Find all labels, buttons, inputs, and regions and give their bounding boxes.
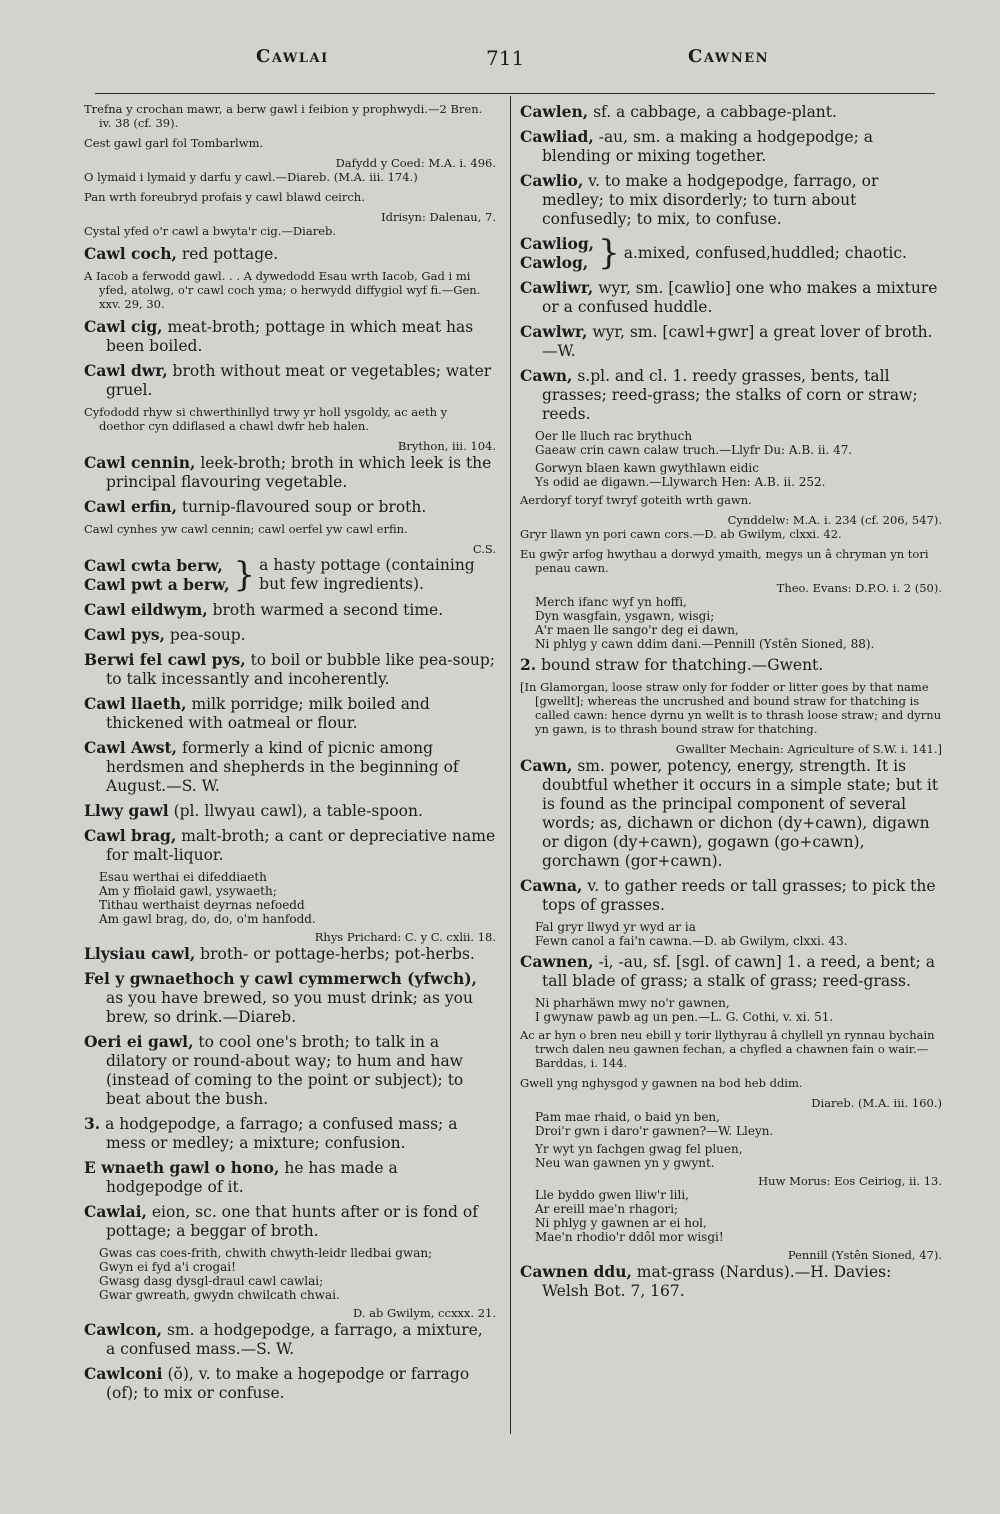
entry-definition: to boil or bubble like pea-soup; to talk incessantly and incoherently. xyxy=(106,651,496,688)
citation-quote: Ac ar hyn o bren neu ebill y torir llythyrau â chyllell yn rynnau bychain trwch dalen neu gawnen fechan, a chyfled a chawnen fain o wair.—Barddas, i. 144. xyxy=(520,1028,935,1070)
verse-citation xyxy=(520,429,942,457)
citation-quote: Gryr llawn yn pori cawn cors.—D. ab Gwilym, clxxi. 42. xyxy=(520,527,842,541)
verse-line: Am y ffiolaid gawl, ysywaeth; xyxy=(99,884,277,898)
entry-definition: sf. a cabbage, a cabbage-plant. xyxy=(588,103,837,121)
entry-headword: 3. xyxy=(84,1114,101,1133)
entry-definition: mat-grass (Nardus).—H. Davies: Welsh Bot. 7, 167. xyxy=(542,1263,892,1300)
entry-headword: Cawl eildwym, xyxy=(84,600,208,619)
entry-headword: Cawlcon, xyxy=(84,1320,163,1339)
header-left-guideword: Cawlai xyxy=(256,46,329,67)
entry-headword: Cawl cwta berw, xyxy=(84,556,223,575)
entry-headword: Cawliad, xyxy=(520,127,594,146)
citation-source: Huw Morus: Eos Ceiriog, ii. 13. xyxy=(758,1174,942,1188)
dictionary-entry xyxy=(84,826,496,865)
verse-line: Gwasg dasg dysgl-draul cawl cawlai; xyxy=(99,1274,324,1288)
entry-definition: milk porridge; milk boiled and thickened with oatmeal or flour. xyxy=(106,695,430,732)
citation-quote: Trefna y crochan mawr, a berw gawl i feibion y prophwydi.—2 Bren. iv. 38 (cf. 39). xyxy=(84,102,483,130)
verse-citation xyxy=(84,1246,496,1302)
entry-headword: Cawl llaeth, xyxy=(84,694,187,713)
dictionary-entry xyxy=(84,600,496,620)
dictionary-entry xyxy=(84,738,496,796)
citation-quote: Aerdoryf toryf twryf goteith wrth gawn. xyxy=(520,493,752,507)
citation-source: Dafydd y Coed: M.A. i. 496. xyxy=(335,156,496,170)
verse-line: Ar ereill mae'n rhagori; xyxy=(535,1202,679,1216)
bracketed-entry xyxy=(520,234,942,272)
entry-headword: Cawnen, xyxy=(520,952,594,971)
entry-headword: Cawnen ddu, xyxy=(520,1262,632,1281)
verse-line: Ni phlyg y gawnen ar ei hol, xyxy=(535,1216,707,1230)
bracketed-entry xyxy=(84,556,496,594)
verse-line: Esau werthai ei difeddiaeth xyxy=(99,870,267,884)
verse-citation xyxy=(520,996,942,1024)
citation-quote: Cystal yfed o'r cawl a bwyta'r cig.—Diareb. xyxy=(84,224,337,238)
verse-citation xyxy=(520,1110,942,1138)
entry-definition: meat-broth; pottage in which meat has been boiled. xyxy=(106,318,474,355)
entry-headword: E wnaeth gawl o hono, xyxy=(84,1158,280,1177)
entry-definition: formerly a kind of picnic among herdsmen and shepherds in the beginning of August.—S. W. xyxy=(106,739,459,795)
bracketed-headwords xyxy=(520,234,594,272)
dictionary-entry xyxy=(84,497,496,517)
entry-headword: Cawliog, xyxy=(520,234,595,253)
bracketed-headwords xyxy=(84,556,230,594)
entry-headword: Cawlio, xyxy=(520,171,584,190)
citation-quote: Pan wrth foreubryd profais y cawl blawd ceirch. xyxy=(84,190,365,204)
verse-line: Gwas cas coes-frith, chwith chwyth-leidr lledbai gwan; xyxy=(99,1246,433,1260)
bracketed-definition xyxy=(259,556,475,594)
dictionary-entry xyxy=(84,801,496,821)
entry-definition: s.pl. and cl. 1. reedy grasses, bents, tall grasses; reed-grass; the stalks of corn or straw; reeds. xyxy=(542,367,918,423)
citation-quote: Cawl cynhes yw cawl cennin; cawl oerfel yw cawl erfin. xyxy=(84,522,408,536)
dictionary-entry xyxy=(520,102,942,122)
citation-quote: Gwell yng nghysgod y gawnen na bod heb ddim. xyxy=(520,1076,803,1090)
dictionary-entry xyxy=(520,876,942,915)
dictionary-entry xyxy=(84,944,496,964)
dictionary-entry xyxy=(84,1202,496,1241)
entry-definition: to cool one's broth; to talk in a dilatory or round-about way; to hum and haw (instead of coming to the point or subject); to beat about the bush. xyxy=(106,1033,464,1108)
bracketed-definition xyxy=(624,244,907,263)
citation-source: Pennill (Ystên Sioned, 47). xyxy=(787,1248,942,1262)
entry-headword: Cawna, xyxy=(520,876,583,895)
verse-line: Ni pharhäwn mwy no'r gawnen, xyxy=(535,996,730,1010)
dictionary-entry xyxy=(84,1032,496,1109)
entry-headword: Cawl brag, xyxy=(84,826,177,845)
entry-definition: malt-broth; a cant or depreciative name for malt-liquor. xyxy=(106,827,496,864)
right-column xyxy=(520,102,942,1306)
verse-line: Ni phlyg y cawn ddim dani.—Pennill (Ystên Sioned, 88). xyxy=(535,637,875,651)
entry-definition: (pl. llwyau cawl), a table-spoon. xyxy=(168,802,423,820)
dictionary-entry xyxy=(84,317,496,356)
entry-definition: wyr, sm. [cawlio] one who makes a mixture or a confused huddle. xyxy=(542,279,938,316)
entry-headword: Cawn, xyxy=(520,756,573,775)
dictionary-entry xyxy=(520,655,942,675)
entry-definition: as you have brewed, so you must drink; as you brew, so drink.—Diareb. xyxy=(106,989,473,1026)
dictionary-entry xyxy=(520,171,942,229)
bracket-brace: } xyxy=(233,555,256,595)
dictionary-entry xyxy=(84,244,496,264)
entry-headword: Cawl coch, xyxy=(84,244,177,263)
verse-line: Lle byddo gwen lliw'r lili, xyxy=(535,1188,689,1202)
verse-citation xyxy=(520,1142,942,1170)
entry-definition: leek-broth; broth in which leek is the principal flavouring vegetable. xyxy=(106,454,492,491)
header-right-guideword: Cawnen xyxy=(688,46,770,67)
verse-line: Fewn canol a fai'n cawna.—D. ab Gwilym, clxxi. 43. xyxy=(535,934,848,948)
citation-quote: O lymaid i lymaid y darfu y cawl.—Diareb. (M.A. iii. 174.) xyxy=(84,170,418,184)
entry-headword: Cawlen, xyxy=(520,102,589,121)
verse-line: Fal gryr llwyd yr wyd ar ia xyxy=(535,920,696,934)
entry-definition: bound straw for thatching.—Gwent. xyxy=(536,656,824,674)
column-divider xyxy=(510,96,511,1434)
entry-headword: Llwy gawl xyxy=(84,801,169,820)
entry-headword: Fel y gwnaethoch y cawl cymmerwch (yfwch), xyxy=(84,969,477,988)
citation-source: Idrisyn: Dalenau, 7. xyxy=(381,210,496,224)
verse-citation xyxy=(84,870,496,926)
entry-definition: he has made a hodgepodge of it. xyxy=(106,1159,398,1196)
entry-definition: sm. a hodgepodge, a farrago, a mixture, a confused mass.—S. W. xyxy=(106,1321,483,1358)
entry-headword: Cawl pys, xyxy=(84,625,165,644)
citation-source: C.S. xyxy=(472,542,496,556)
entry-definition: turnip-flavoured soup or broth. xyxy=(176,498,427,516)
citation-quote: Cest gawl garl fol Tombarlwm. xyxy=(84,136,264,150)
entry-headword: Cawl dwr, xyxy=(84,361,168,380)
verse-citation xyxy=(520,595,942,651)
entry-headword: Llysiau cawl, xyxy=(84,944,196,963)
verse-line: Gaeaw crin cawn calaw truch.—Llyfr Du: A.B. ii. 47. xyxy=(535,443,853,457)
verse-line: Am gawl brag, do, do, o'm hanfodd. xyxy=(99,912,316,926)
entry-headword: Berwi fel cawl pys, xyxy=(84,650,246,669)
entry-definition: a hasty pottage (containing xyxy=(259,556,475,574)
entry-definition: -au, sm. a making a hodgepodge; a blending or mixing together. xyxy=(542,128,873,165)
dictionary-entry xyxy=(84,1114,496,1153)
dictionary-entry xyxy=(520,952,942,991)
citation-source: Theo. Evans: D.P.O. i. 2 (50). xyxy=(776,581,942,595)
entry-headword: Cawlai, xyxy=(84,1202,147,1221)
verse-line: Dyn wasgfain, ysgawn, wisgi; xyxy=(535,609,715,623)
entry-definition: broth- or pottage-herbs; pot-herbs. xyxy=(195,945,475,963)
verse-line: Gorwyn blaen kawn gwythlawn eidic xyxy=(535,461,759,475)
entry-definition: broth warmed a second time. xyxy=(207,601,444,619)
entry-headword: Cawl Awst, xyxy=(84,738,178,757)
citation-quote: A Iacob a ferwodd gawl. . . A dywedodd Esau wrth Iacob, Gad i mi yfed, atolwg, o'r cawl coch yma; o herwydd diffygiol wyf fi.—Gen. xxv. 29, 30. xyxy=(84,269,481,311)
entry-definition: v. to make a hodgepodge, farrago, or medley; to mix disorderly; to turn about confusedly; to mix, to confuse. xyxy=(542,172,879,228)
entry-headword: 2. xyxy=(520,655,537,674)
dictionary-entry xyxy=(520,756,942,871)
citation-source: Brython, iii. 104. xyxy=(397,439,496,453)
dictionary-entry xyxy=(520,1262,942,1301)
entry-definition: broth without meat or vegetables; water gruel. xyxy=(106,362,492,399)
verse-line: Gwar gwreath, gwydn chwilcath chwai. xyxy=(99,1288,340,1302)
verse-citation xyxy=(520,920,942,948)
citation-quote: Cyfododd rhyw si chwerthinllyd trwy yr holl ysgoldy, ac aeth y doethor cyn ddiflased a chawl dwfr heb halen. xyxy=(84,405,448,433)
entry-headword: Cawl pwt a berw, xyxy=(84,575,230,594)
entry-headword: Cawl cennin, xyxy=(84,453,196,472)
citation-source: Gwallter Mechain: Agriculture of S.W. i. 141.] xyxy=(675,742,942,756)
verse-line: I gwynaw pawb ag un pen.—L. G. Cothi, v. xi. 51. xyxy=(535,1010,834,1024)
verse-line: Yr wyt yn fachgen gwag fel pluen, xyxy=(535,1142,743,1156)
left-column xyxy=(84,102,496,1408)
dictionary-entry xyxy=(84,969,496,1027)
citation-source: Diareb. (M.A. iii. 160.) xyxy=(811,1096,942,1110)
citation-source: D. ab Gwilym, ccxxx. 21. xyxy=(352,1306,496,1320)
dictionary-entry xyxy=(84,650,496,689)
entry-headword: Oeri ei gawl, xyxy=(84,1032,194,1051)
header-rule xyxy=(95,93,935,94)
entry-definition: but few ingredients). xyxy=(259,575,424,593)
entry-definition: sm. power, potency, energy, strength. It is doubtful whether it occurs in a simple state; but it is found as the principal component of several words; as, dichawn or dichon (dy+cawn), digawn or digon (dy+cawn), gogawn (go+cawn), gorchawn (gor+cawn). xyxy=(542,757,939,870)
entry-definition: red pottage. xyxy=(176,245,279,263)
verse-line: Droi'r gwn i daro'r gawnen?—W. Lleyn. xyxy=(535,1124,774,1138)
entry-definition: -i, -au, sf. [sgl. of cawn] 1. a reed, a bent; a tall blade of grass; a stalk of grass; reed-grass. xyxy=(542,953,935,990)
entry-headword: Cawl erfin, xyxy=(84,497,177,516)
entry-definition: pea-soup. xyxy=(164,626,246,644)
dictionary-entry xyxy=(84,694,496,733)
verse-line: Oer lle lluch rac brythuch xyxy=(535,429,693,443)
verse-line: Merch ifanc wyf yn hoffi, xyxy=(535,595,687,609)
dictionary-entry xyxy=(84,361,496,400)
verse-line: Tithau werthaist deyrnas nefoedd xyxy=(99,898,305,912)
dictionary-entry xyxy=(84,1158,496,1197)
entry-headword: Cawlwr, xyxy=(520,322,588,341)
page-number: 711 xyxy=(486,46,525,70)
entry-headword: Cawn, xyxy=(520,366,573,385)
entry-definition: (ŏ), v. to make a hogepodge or farrago (of); to mix or confuse. xyxy=(106,1365,470,1402)
dictionary-entry xyxy=(84,625,496,645)
verse-citation xyxy=(520,461,942,489)
dictionary-entry xyxy=(520,322,942,361)
entry-headword: Cawlog, xyxy=(520,253,589,272)
entry-headword: Cawlconi xyxy=(84,1364,163,1383)
dictionary-entry xyxy=(84,1320,496,1359)
citation-quote: Eu gwŷr arfog hwythau a dorwyd ymaith, megys un â chryman yn tori penau cawn. xyxy=(520,547,929,575)
dictionary-entry xyxy=(520,127,942,166)
verse-line: A'r maen lle sango'r deg ei dawn, xyxy=(535,623,739,637)
entry-definition: a hodgepodge, a farrago; a confused mass; a mess or medley; a mixture; confusion. xyxy=(100,1115,458,1152)
verse-line: Ys odid ae digawn.—Llywarch Hen: A.B. ii. 252. xyxy=(535,475,826,489)
entry-headword: Cawl cig, xyxy=(84,317,163,336)
citation-source: Cynddelw: M.A. i. 234 (cf. 206, 547). xyxy=(727,513,942,527)
verse-line: Pam mae rhaid, o baid yn ben, xyxy=(535,1110,720,1124)
entry-definition: v. to gather reeds or tall grasses; to pick the tops of grasses. xyxy=(542,877,936,914)
verse-line: Neu wan gawnen yn y gwynt. xyxy=(535,1156,715,1170)
entry-headword: Cawliwr, xyxy=(520,278,594,297)
entry-definition: eion, sc. one that hunts after or is fond of pottage; a beggar of broth. xyxy=(106,1203,478,1240)
entry-definition: a.mixed, confused,huddled; chaotic. xyxy=(623,243,907,262)
bracket-brace: } xyxy=(598,233,620,273)
citation-quote: [In Glamorgan, loose straw only for fodder or litter goes by that name [gwellt]; whereas the uncrushed and bound straw for thatching is called cawn: hence dyrnu yn wellt is to thrash loose straw; and dyrnu yn gawn, is to thrash bound straw for thatching. xyxy=(520,680,942,736)
verse-line: Gwyn ei fyd a'i crogai! xyxy=(99,1260,236,1274)
dictionary-entry xyxy=(84,1364,496,1403)
verse-citation xyxy=(520,1188,942,1244)
dictionary-entry xyxy=(84,453,496,492)
citation-source: Rhys Prichard: C. y C. cxlii. 18. xyxy=(314,930,496,944)
dictionary-entry xyxy=(520,278,942,317)
dictionary-entry xyxy=(520,366,942,424)
verse-line: Mae'n rhodio'r ddôl mor wisgi! xyxy=(535,1230,724,1244)
entry-definition: wyr, sm. [cawl+gwr] a great lover of broth.—W. xyxy=(542,323,933,360)
